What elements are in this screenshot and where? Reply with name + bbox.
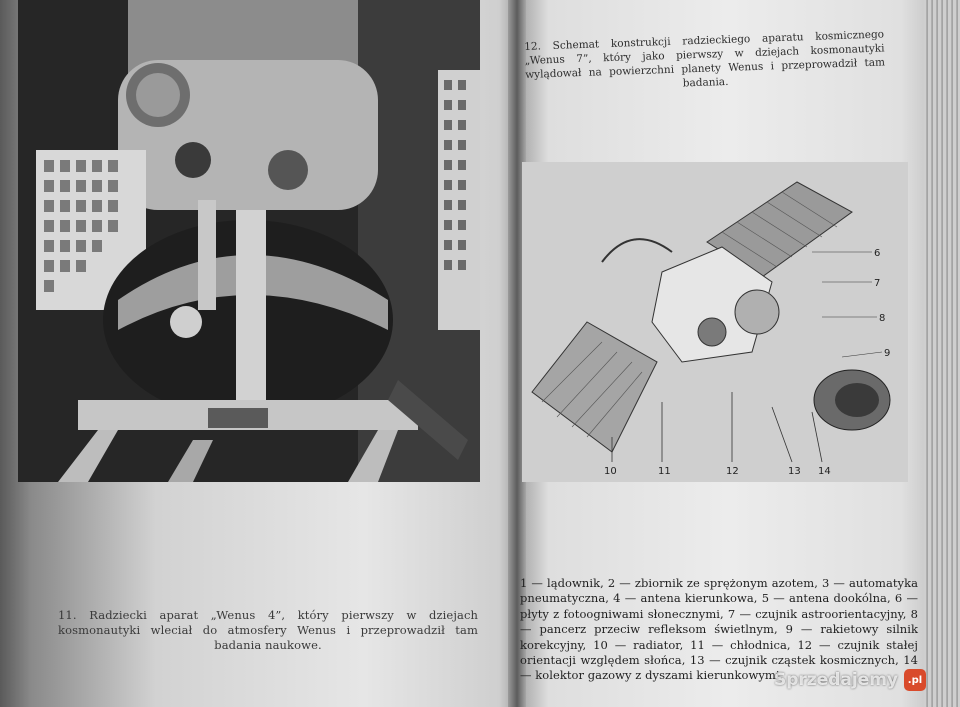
diagram-legend: 1 — lądownik, 2 — zbiornik ze sprężonym azotem, 3 — automatyka pneumatyczna, 4 — antena kierunkowa, 5 — antena dookólna, 6 — płyty z fotoogniwami słonecznymi, 7 — czujnik astroorientacyjny, 8 — pancerz przeciw refleksom świetlnym, 9 — rakietowy silnik korekcyjny, 10 — radiator, 11 — chłodnica, 12 — czujnik stałej orientacji względem słońca, 13 — czujnik cząstek kosmicznych, 14 — kolektor gazowy z dyszami kierunkowymi. [520,576,918,683]
figure-11-caption: 11. Radziecki aparat „Wenus 4”, który pierwszy w dziejach kosmonautyki wleciał do atmosfery Wenus i przeprowadził tam badania naukowe. [58,608,478,652]
watermark-badge-icon [904,669,926,691]
page-edges [924,0,960,707]
diagram-label-14: 14 [818,466,831,477]
diagram-label-6: 6 [874,248,881,259]
diagram-label-8: 8 [879,313,886,324]
spacecraft-photo [18,0,480,482]
watermark [774,669,926,691]
diagram-label-7: 7 [874,278,881,289]
diagram-label-10: 10 [604,466,617,477]
watermark-text: Sprzedajemy [773,670,898,690]
venera-7-diagram [522,162,908,482]
watermark-badge-text: .pl [907,674,923,686]
diagram-label-13: 13 [788,466,801,477]
diagram-label-9: 9 [884,348,891,359]
figure-12-caption: 12. Schemat konstrukcji radzieckiego aparatu kosmicznego „Wenus 7”, który jako pierwszy w dziejach kosmonautyki wylądował na powierzchni planety Wenus i przeprowadził tam badania. [524,28,886,90]
diagram-label-12: 12 [726,466,739,477]
diagram-label-11: 11 [658,466,671,477]
